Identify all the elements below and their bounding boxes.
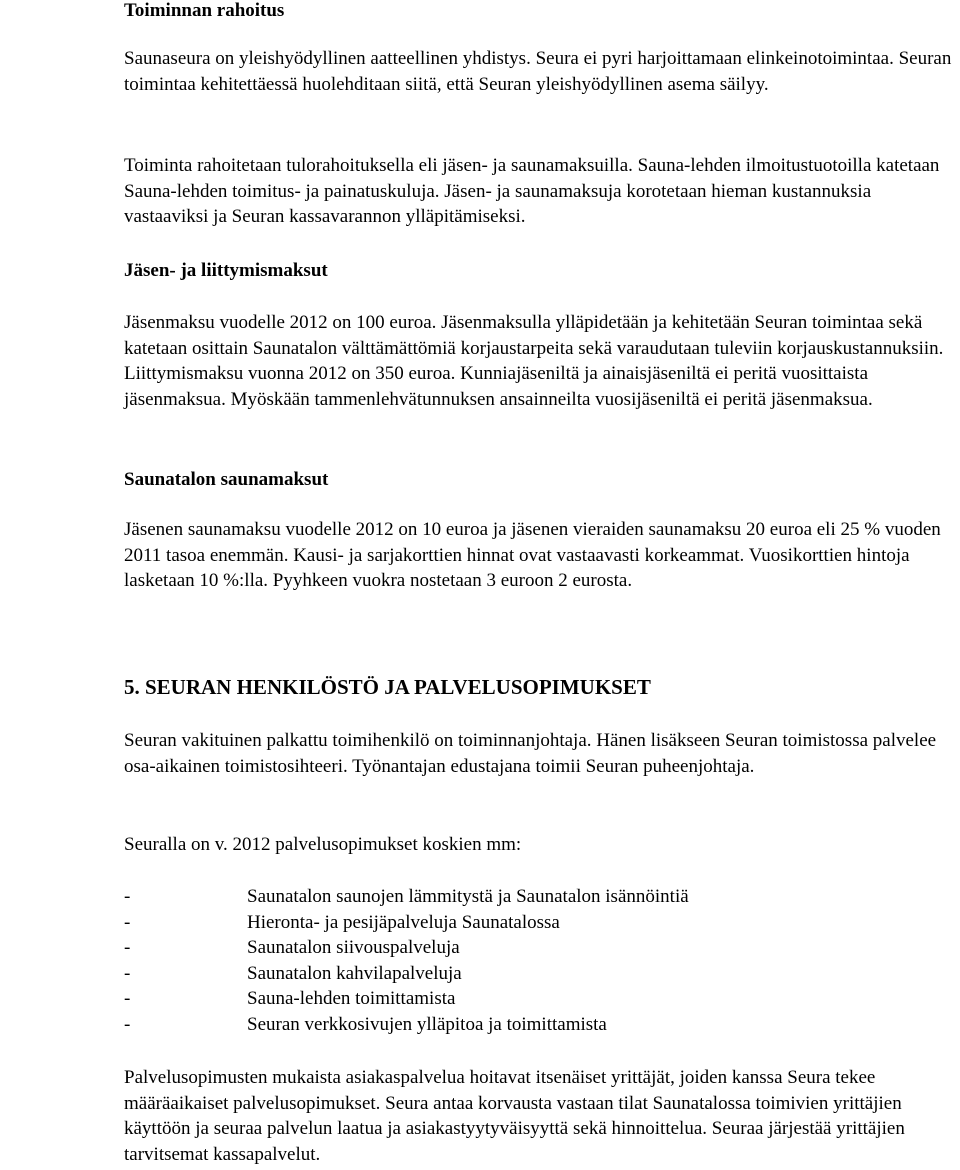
paragraph-section5-3: Palvelusopimusten mukaista asiakaspalvelua hoitavat itsenäiset yrittäjät, joiden kanssa Seura tekee määräaikaiset palvelusopimukset. Seura antaa korvausta vastaan tilat Saunatalossa toimivien yrittäjien käyttöön ja seuraa palvelun laatua ja asiakastyytyväisyyttä sekä hinnoittelua. Seuraa järjestää yrittäjien tarvitsemat kassapalvelut. xyxy=(124,1067,905,1165)
heading-jasenmaksut: Jäsen- ja liittymismaksut xyxy=(124,260,328,281)
list-item xyxy=(124,961,954,987)
paragraph-jasenmaksut: Jäsenmaksu vuodelle 2012 on 100 euroa. Jäsenmaksulla ylläpidetään ja kehitetään Seuran toimintaa sekä katetaan osittain Saunatalon välttämättömiä korjaustarpeita sekä varaudutaan tuleviin korjauskustannuksiin. Liittymismaksu vuonna 2012 on 350 euroa. Kunniajäseniltä ja ainaisjäseniltä ei peritä vuosittaista jäsenmaksua. Myöskään tammenlehvätunnuksen ansainneilta vuosijäseniltä ei peritä jäsenmaksua. xyxy=(124,312,944,410)
list-item-text: Seuran verkkosivujen ylläpitoa ja toimittamista xyxy=(247,1013,607,1035)
list-item-text: Saunatalon siivouspalveluja xyxy=(247,937,460,958)
list-dash: - xyxy=(124,988,131,1009)
list-item xyxy=(124,910,954,936)
list-item xyxy=(124,884,954,910)
list-item-text: Hieronta- ja pesijäpalveluja Saunatalossa xyxy=(247,911,560,933)
list-item xyxy=(124,986,954,1012)
heading-section-5: 5. SEURAN HENKILÖSTÖ JA PALVELUSOPIMUKSET xyxy=(124,675,651,699)
list-item xyxy=(124,1012,954,1038)
list-dash: - xyxy=(124,886,131,907)
heading-saunamaksut: Saunatalon saunamaksut xyxy=(124,469,329,490)
paragraph-section5-1: Seuran vakituinen palkattu toimihenkilö on toiminnanjohtaja. Hänen lisäkseen Seuran toimistossa palvelee osa-aikainen toimistosihteeri. Työnantajan edustajana toimii Seuran puheenjohtaja. xyxy=(124,730,937,777)
list-item-text: Saunatalon saunojen lämmitystä ja Saunatalon isännöintiä xyxy=(247,886,689,907)
paragraph-saunamaksut: Jäsenen saunamaksu vuodelle 2012 on 10 euroa ja jäsenen vieraiden saunamaksu 20 euroa eli 25 % vuoden 2011 tasoa enemmän. Kausi- ja sarjakorttien hinnat ovat vastaavasti korkeammat. Vuosikorttien hintoja lasketaan 10 %:lla. Pyyhkeen vuokra nostetaan 3 euroon 2 eurosta. xyxy=(124,519,941,591)
list-item xyxy=(124,935,954,961)
list-dash: - xyxy=(124,1013,131,1035)
list-dash: - xyxy=(124,937,131,958)
service-contract-list xyxy=(124,884,954,1037)
heading-toiminnan-rahoitus: Toiminnan rahoitus xyxy=(124,0,285,21)
list-item-text: Saunatalon kahvilapalveluja xyxy=(247,962,462,984)
paragraph-section5-2: Seuralla on v. 2012 palvelusopimukset koskien mm: xyxy=(124,834,522,855)
list-dash: - xyxy=(124,962,131,984)
list-dash: - xyxy=(124,911,131,933)
list-item-text: Sauna-lehden toimittamista xyxy=(247,988,456,1009)
paragraph-rahoitus-1: Saunaseura on yleishyödyllinen aatteellinen yhdistys. Seura ei pyri harjoittamaan elinkeinotoimintaa. Seuran toimintaa kehitettäessä huolehditaan siitä, että Seuran yleishyödyllinen asema säilyy. xyxy=(124,48,952,95)
paragraph-rahoitus-2: Toiminta rahoitetaan tulorahoituksella eli jäsen- ja saunamaksuilla. Sauna-lehden ilmoitustuotoilla katetaan Sauna-lehden toimitus- ja painatuskuluja. Jäsen- ja saunamaksuja korotetaan hieman kustannuksia vastaaviksi ja Seuran kassavarannon ylläpitämiseksi. xyxy=(124,155,940,227)
